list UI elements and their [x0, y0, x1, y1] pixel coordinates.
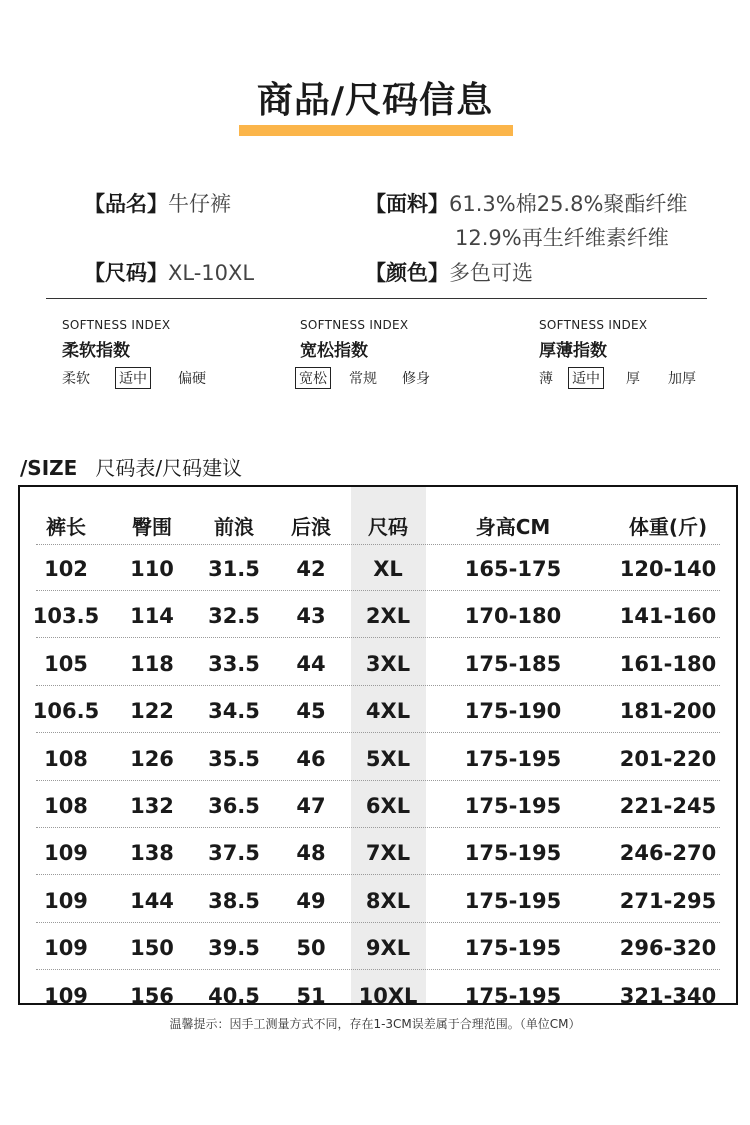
- size-range-row: [84, 257, 254, 287]
- row-divider: [36, 780, 720, 781]
- index-title: 厚薄指数: [539, 341, 607, 361]
- cell-size: 3XL: [365, 651, 411, 676]
- cell-front-rise: 39.5: [208, 936, 260, 961]
- cell-back-rise: 51: [296, 983, 326, 1005]
- cell-back-rise: 48: [296, 841, 326, 866]
- cell-length: 109: [44, 841, 88, 866]
- cell-weight: 321-340: [619, 983, 717, 1005]
- index-option: 偏硬: [178, 371, 206, 387]
- cell-weight: 161-180: [619, 651, 717, 676]
- header-height: 身高CM: [475, 515, 551, 539]
- index-option-selected: 宽松: [295, 367, 331, 389]
- cell-height: 175-195: [464, 983, 562, 1005]
- cell-front-rise: 37.5: [208, 841, 260, 866]
- fabric-row: [365, 188, 687, 218]
- cell-front-rise: 38.5: [208, 888, 260, 913]
- cell-length: 103.5: [32, 604, 100, 629]
- cell-size: 9XL: [365, 936, 411, 961]
- index-option: 修身: [402, 371, 430, 387]
- fabric-label: 【面料】: [365, 192, 449, 216]
- cell-hip: 132: [130, 794, 174, 818]
- cell-front-rise: 35.5: [208, 746, 260, 771]
- cell-height: 175-195: [464, 936, 562, 961]
- cell-weight: 201-220: [619, 746, 717, 771]
- page-title: 商品/尺码信息: [256, 80, 494, 121]
- cell-size: 5XL: [365, 746, 411, 771]
- footnote: 温馨提示：因手工测量方式不同，存在1-3CM误差属于合理范围。（单位CM）: [169, 1017, 581, 1031]
- index-option: 厚: [626, 371, 640, 387]
- size-table: [18, 485, 738, 1005]
- index-option: 柔软: [62, 371, 90, 387]
- fabric-row-2: [455, 222, 669, 252]
- index-softness: [62, 318, 170, 361]
- header-front-rise: 前浪: [214, 515, 254, 539]
- product-name-row: [84, 188, 231, 218]
- index-thickness: [539, 318, 647, 361]
- cell-length: 106.5: [32, 699, 100, 724]
- row-divider: [36, 685, 720, 686]
- row-divider: [36, 732, 720, 733]
- row-divider: [36, 827, 720, 828]
- header-hip: 臀围: [132, 515, 172, 539]
- header-size: 尺码: [368, 515, 408, 539]
- cell-hip: 144: [130, 888, 174, 913]
- cell-length: 108: [44, 794, 88, 818]
- cell-length: 108: [44, 746, 88, 771]
- row-divider: [36, 969, 720, 970]
- cell-height: 175-195: [464, 794, 562, 818]
- cell-back-rise: 45: [296, 699, 326, 724]
- cell-hip: 118: [130, 651, 174, 676]
- cell-hip: 122: [130, 699, 174, 724]
- cell-hip: 110: [130, 557, 174, 581]
- cell-weight: 120-140: [619, 557, 717, 581]
- color-label: 【颜色】: [365, 261, 449, 285]
- cell-height: 165-175: [464, 557, 562, 581]
- cell-hip: 126: [130, 746, 174, 771]
- cell-back-rise: 43: [296, 604, 326, 629]
- cell-back-rise: 47: [296, 794, 326, 818]
- cell-size: 8XL: [365, 888, 411, 913]
- cell-length: 102: [44, 557, 88, 581]
- cell-hip: 156: [130, 983, 174, 1005]
- cell-weight: 181-200: [619, 699, 717, 724]
- size-range-label: 【尺码】: [84, 261, 168, 285]
- header-back-rise: 后浪: [291, 515, 331, 539]
- size-prefix: /SIZE: [20, 456, 78, 480]
- color-row: [365, 257, 533, 287]
- row-divider: [36, 922, 720, 923]
- cell-hip: 150: [130, 936, 174, 961]
- cell-weight: 271-295: [619, 888, 717, 913]
- index-option-selected: 适中: [568, 367, 604, 389]
- index-option-selected: 适中: [115, 367, 151, 389]
- cell-length: 109: [44, 888, 88, 913]
- cell-back-rise: 49: [296, 888, 326, 913]
- cell-size: 7XL: [365, 841, 411, 866]
- cell-back-rise: 44: [296, 651, 326, 676]
- index-fit: [300, 318, 408, 361]
- info-divider: [46, 298, 707, 299]
- cell-size: XL: [373, 557, 403, 581]
- row-divider: [36, 874, 720, 875]
- color-value: 多色可选: [449, 261, 533, 285]
- cell-height: 175-195: [464, 888, 562, 913]
- cell-back-rise: 46: [296, 746, 326, 771]
- row-divider: [36, 637, 720, 638]
- index-caption: SOFTNESS INDEX: [300, 318, 409, 332]
- cell-back-rise: 42: [296, 557, 326, 581]
- size-range-value: XL-10XL: [168, 261, 255, 285]
- cell-back-rise: 50: [296, 936, 326, 961]
- cell-height: 170-180: [464, 604, 562, 629]
- cell-length: 109: [44, 983, 88, 1005]
- cell-front-rise: 31.5: [208, 557, 260, 581]
- cell-weight: 246-270: [619, 841, 717, 866]
- cell-front-rise: 32.5: [208, 604, 260, 629]
- cell-height: 175-185: [464, 651, 562, 676]
- title-underline: [239, 125, 513, 136]
- cell-weight: 296-320: [619, 936, 717, 961]
- index-option: 常规: [349, 371, 377, 387]
- cell-size: 4XL: [365, 699, 411, 724]
- fabric-value-line2: 12.9%再生纤维素纤维: [455, 226, 669, 250]
- index-title: 柔软指数: [62, 341, 130, 361]
- cell-front-rise: 34.5: [208, 699, 260, 724]
- cell-front-rise: 40.5: [208, 983, 260, 1005]
- fabric-value-line1: 61.3%棉25.8%聚酯纤维: [449, 192, 688, 216]
- product-name-value: 牛仔裤: [168, 192, 231, 216]
- index-caption: SOFTNESS INDEX: [539, 318, 648, 332]
- cell-front-rise: 36.5: [208, 794, 260, 818]
- cell-hip: 138: [130, 841, 174, 866]
- cell-size: 10XL: [358, 983, 418, 1005]
- product-name-label: 【品名】: [84, 192, 168, 216]
- cell-hip: 114: [130, 604, 174, 629]
- cell-length: 105: [44, 651, 88, 676]
- cell-size: 2XL: [365, 604, 411, 629]
- index-caption: SOFTNESS INDEX: [62, 318, 171, 332]
- size-section-title: 尺码表/尺码建议: [95, 456, 243, 480]
- size-section-header: [20, 452, 242, 481]
- cell-length: 109: [44, 936, 88, 961]
- cell-height: 175-195: [464, 746, 562, 771]
- cell-height: 175-190: [464, 699, 562, 724]
- index-option: 加厚: [668, 371, 696, 387]
- row-divider: [36, 590, 720, 591]
- cell-height: 175-195: [464, 841, 562, 866]
- header-length: 裤长: [46, 515, 86, 539]
- index-option: 薄: [539, 371, 553, 387]
- index-title: 宽松指数: [300, 341, 368, 361]
- cell-front-rise: 33.5: [208, 651, 260, 676]
- cell-size: 6XL: [365, 794, 411, 818]
- cell-weight: 141-160: [619, 604, 717, 629]
- cell-weight: 221-245: [619, 794, 717, 818]
- row-divider: [36, 544, 720, 545]
- header-weight: 体重(斤): [628, 515, 708, 539]
